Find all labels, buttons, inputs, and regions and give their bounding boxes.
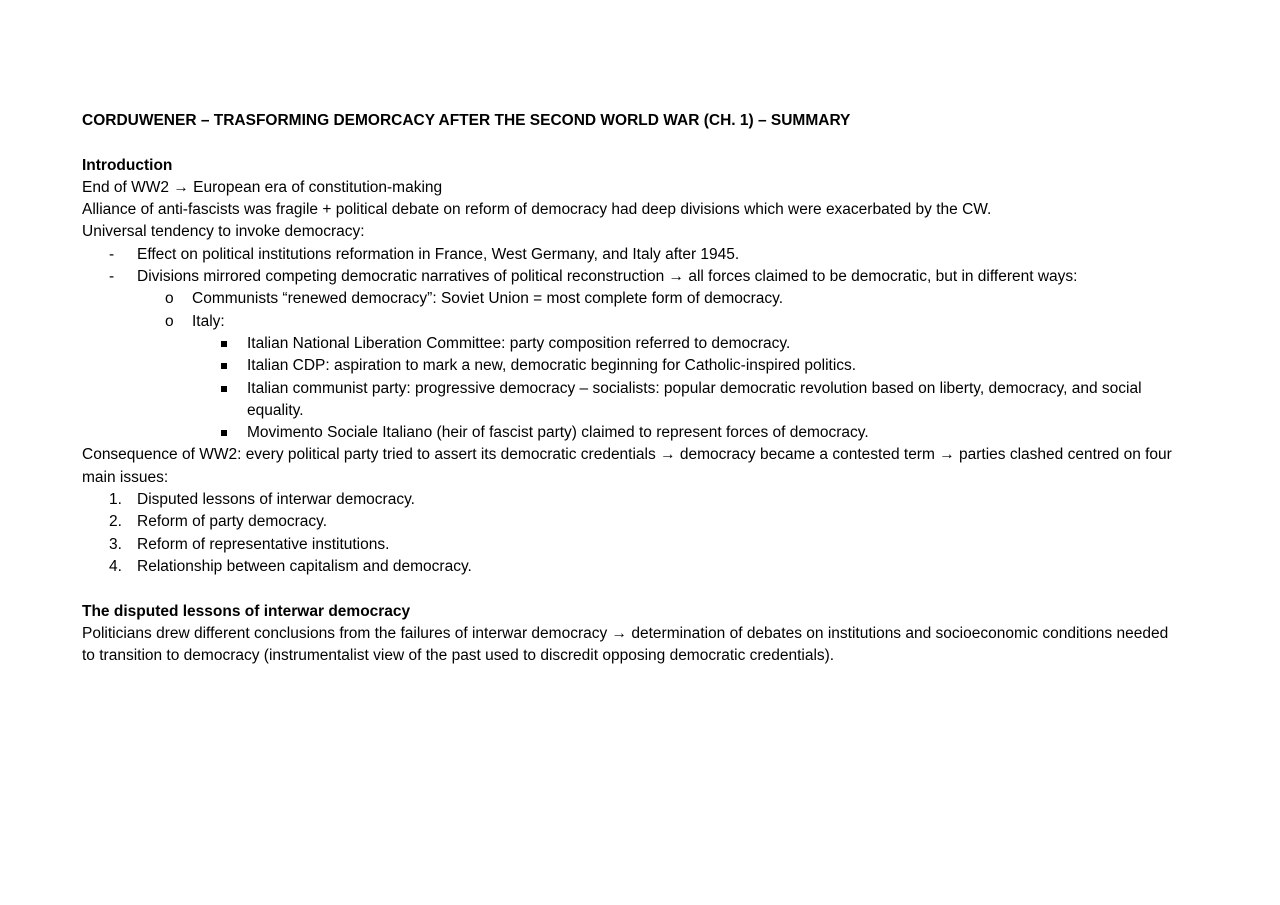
square-bullet-icon [221,341,227,347]
arrow-right-icon: → [611,624,628,642]
numbered-item [82,489,1182,511]
blank-line [82,132,1182,154]
list-item [82,355,1182,377]
item-number: 4. [109,557,122,575]
intro-line-1-start: End of WW2 [82,178,169,196]
arrow-right-icon: → [660,446,676,464]
item-number: 3. [109,535,122,553]
dash-bullet: - [109,268,115,286]
arrow-right-icon: → [668,268,685,286]
list-item-text: Italian CDP: aspiration to mark a new, democratic beginning for Catholic-inspired politics. [247,357,857,375]
list-item [82,378,1182,423]
list-item [82,311,1182,333]
square-bullet-icon [221,386,227,392]
intro-line-2: Alliance of anti-fascists was fragile + political debate on reform of democracy had deep divisions which were exacerbated by the CW. [82,201,992,219]
circle-bullet: o [165,312,174,330]
circle-bullet: o [165,290,174,308]
intro-line-1 [82,177,1182,199]
list-item [82,244,1182,266]
list-item-text-end: all forces claimed to be democratic, but in different ways: [688,268,1078,286]
item-number: 1. [109,491,122,509]
numbered-item [82,511,1182,533]
list-item-text: Italy: [192,312,225,330]
consequence-text-1: Consequence of WW2: every political party tried to assert its democratic credentials [82,446,656,464]
numbered-item-text: Disputed lessons of interwar democracy. [137,491,415,509]
list-item-text: Communists “renewed democracy”: Soviet Union = most complete form of democracy. [192,290,784,308]
list-item-text: Italian National Liberation Committee: party composition referred to democracy. [247,334,791,352]
numbered-item-text: Relationship between capitalism and democracy. [137,557,472,575]
list-item [82,266,1182,288]
intro-line-1-end: European era of constitution-making [193,178,443,196]
consequence-text-3: parties clashed centred on four main issues: [82,446,1172,486]
numbered-item [82,556,1182,578]
item-number: 2. [109,513,122,531]
section2-text-1: Politicians drew different conclusions from the failures of interwar democracy [82,624,608,642]
list-item [82,422,1182,444]
arrow-right-icon: → [173,178,189,196]
list-item-text-start: Divisions mirrored competing democratic narratives of political reconstruction [137,268,665,286]
arrow-right-icon: → [939,446,955,464]
numbered-item-text: Reform of representative institutions. [137,535,390,553]
consequence-text-2: democracy became a contested term [679,446,935,464]
numbered-item-text: Reform of party democracy. [137,513,328,531]
section2-paragraph [82,623,1182,668]
blank-line [82,578,1182,600]
document-title: CORDUWENER – TRASFORMING DEMORCACY AFTER THE SECOND WORLD WAR (CH. 1) – SUMMARY [82,112,851,129]
square-bullet-icon [221,363,227,369]
numbered-item [82,534,1182,556]
section-heading-introduction: Introduction [82,156,173,174]
square-bullet-icon [221,430,227,436]
list-item-text: Italian communist party: progressive democracy – socialists: popular democratic revolution based on liberty, democracy, and social equality. [247,379,1142,419]
intro-line-3: Universal tendency to invoke democracy: [82,223,365,241]
list-item [82,333,1182,355]
list-item-text: Effect on political institutions reformation in France, West Germany, and Italy after 1945. [137,245,740,263]
consequence-paragraph [82,444,1182,489]
document-page [82,110,1182,667]
list-item [82,288,1182,310]
section2-text-2: determination of debates on institutions and socioeconomic conditions needed to transition to democracy (instrumentalist view of the past used to discredit opposing democratic credentials). [82,624,1169,665]
section-heading-disputed-lessons: The disputed lessons of interwar democracy [82,602,411,620]
dash-bullet: - [109,245,115,263]
list-item-text: Movimento Sociale Italiano (heir of fascist party) claimed to represent forces of democracy. [247,424,869,442]
